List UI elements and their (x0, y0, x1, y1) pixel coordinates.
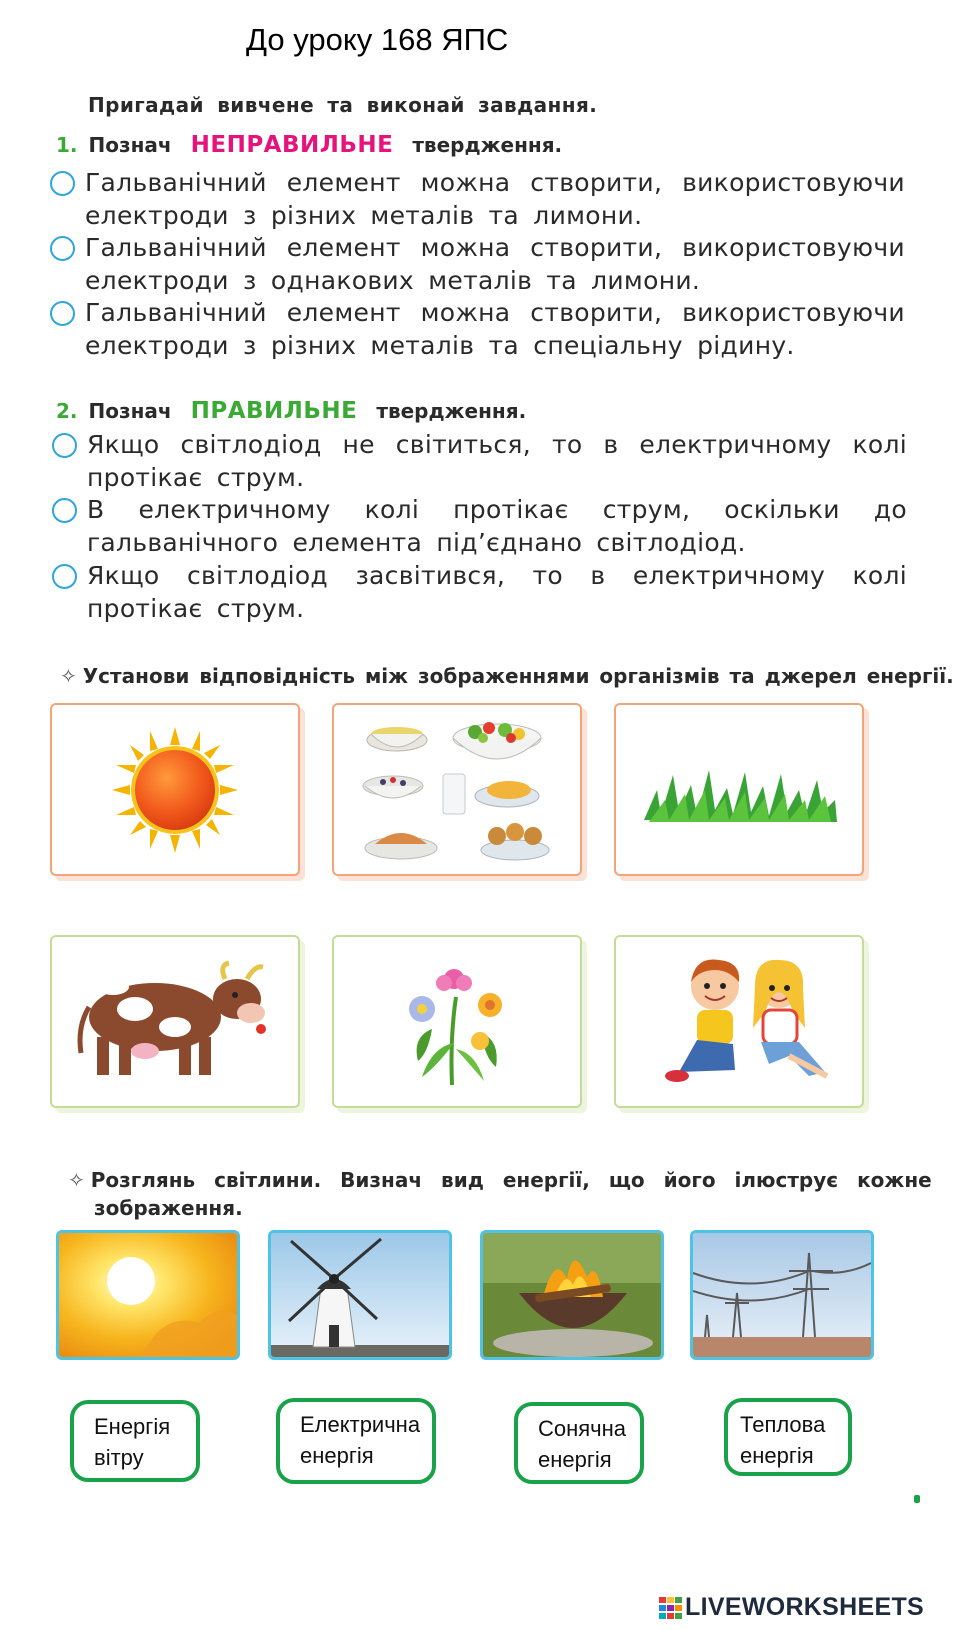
question-1-heading (56, 132, 562, 158)
image-card-cow[interactable] (50, 935, 300, 1108)
radio-button[interactable] (52, 564, 77, 589)
label-solar-energy[interactable] (514, 1402, 644, 1484)
option-text: Гальванічний елемент можна створити, використовуючи електроди з різних металів та лимони. (85, 168, 905, 230)
option-text: Гальванічний елемент можна створити, використовуючи електроди з однакових металів та лимони. (85, 233, 905, 295)
image-card-grass[interactable] (614, 703, 864, 876)
label-thermal-energy[interactable] (724, 1398, 852, 1476)
question-2-suffix: твердження. (376, 399, 527, 423)
radio-button[interactable] (52, 433, 77, 458)
label-line-2: енергія (300, 1443, 374, 1468)
option-text: Гальванічний елемент можна створити, використовуючи електроди з різних металів та спеціальну рідину. (85, 298, 905, 360)
photo-campfire[interactable] (480, 1230, 664, 1360)
sun-icon (110, 725, 240, 855)
label-line-1: Теплова (740, 1412, 826, 1437)
intro-text: Пригадай вивчене та виконай завдання. (88, 93, 598, 117)
green-dot (914, 1495, 920, 1503)
photo-sun[interactable] (56, 1230, 240, 1360)
windmill-photo-icon (271, 1233, 449, 1357)
task-3-heading-text: Установи відповідність між зображеннями організмів та джерел енергії. (82, 664, 954, 688)
label-line-1: Сонячна (538, 1416, 627, 1441)
radio-button[interactable] (50, 171, 75, 196)
task-4-heading-line-1: Розглянь світлини. Визнач вид енергії, що його ілюструє кожне (90, 1168, 932, 1192)
food-icon (357, 710, 557, 870)
label-line-2: вітру (94, 1445, 144, 1470)
task-3-heading (60, 664, 954, 688)
question-1-suffix: твердження. (412, 133, 563, 157)
option-text: В електричному колі протікає струм, оскільки до гальванічного елемента під’єднано світлодіод. (87, 495, 907, 557)
sun-photo-icon (59, 1233, 237, 1357)
question-1-option-3[interactable] (50, 296, 905, 362)
task-4-heading-line-2: зображення. (94, 1196, 243, 1220)
question-2-prefix: Познач (88, 399, 172, 423)
flowers-icon (392, 957, 522, 1087)
liveworksheets-logo-icon (659, 1597, 683, 1619)
radio-button[interactable] (50, 236, 75, 261)
image-card-food[interactable] (332, 703, 582, 876)
question-2-heading (56, 398, 526, 424)
grass-icon (639, 750, 839, 830)
photo-power-lines[interactable] (690, 1230, 874, 1360)
star-icon: ✧ (68, 1168, 85, 1192)
question-2-option-2[interactable] (52, 493, 907, 559)
question-1-option-1[interactable] (50, 166, 905, 232)
cow-icon (75, 957, 275, 1087)
children-icon (639, 952, 839, 1092)
question-2-option-1[interactable] (52, 428, 907, 494)
question-2-number: 2. (56, 399, 78, 423)
task-4-heading (68, 1168, 932, 1192)
label-electric-energy[interactable] (276, 1398, 436, 1484)
label-line-2: енергія (538, 1447, 612, 1472)
option-text: Якщо світлодіод засвітився, то в електричному колі протікає струм. (87, 561, 907, 623)
label-wind-energy[interactable] (70, 1400, 200, 1482)
photo-windmill[interactable] (268, 1230, 452, 1360)
label-line-2: енергія (740, 1443, 814, 1468)
image-card-flowers[interactable] (332, 935, 582, 1108)
question-1-keyword: НЕПРАВИЛЬНЕ (190, 132, 394, 158)
image-card-sun[interactable] (50, 703, 300, 876)
footer-brand (659, 1593, 924, 1622)
radio-button[interactable] (52, 498, 77, 523)
radio-button[interactable] (50, 301, 75, 326)
question-1-option-2[interactable] (50, 231, 905, 297)
campfire-photo-icon (483, 1233, 661, 1357)
brand-name: LIVEWORKSHEETS (685, 1593, 924, 1621)
question-2-keyword: ПРАВИЛЬНЕ (190, 398, 358, 424)
power-lines-photo-icon (693, 1233, 871, 1357)
label-line-1: Енергія (94, 1414, 171, 1439)
label-line-1: Електрична (300, 1412, 421, 1437)
option-text: Якщо світлодіод не світиться, то в електричному колі протікає струм. (87, 430, 907, 492)
question-1-prefix: Познач (88, 133, 172, 157)
image-card-children[interactable] (614, 935, 864, 1108)
question-2-option-3[interactable] (52, 559, 907, 625)
star-icon: ✧ (60, 664, 77, 688)
question-1-number: 1. (56, 133, 78, 157)
page-title: До уроку 168 ЯПС (246, 22, 509, 57)
